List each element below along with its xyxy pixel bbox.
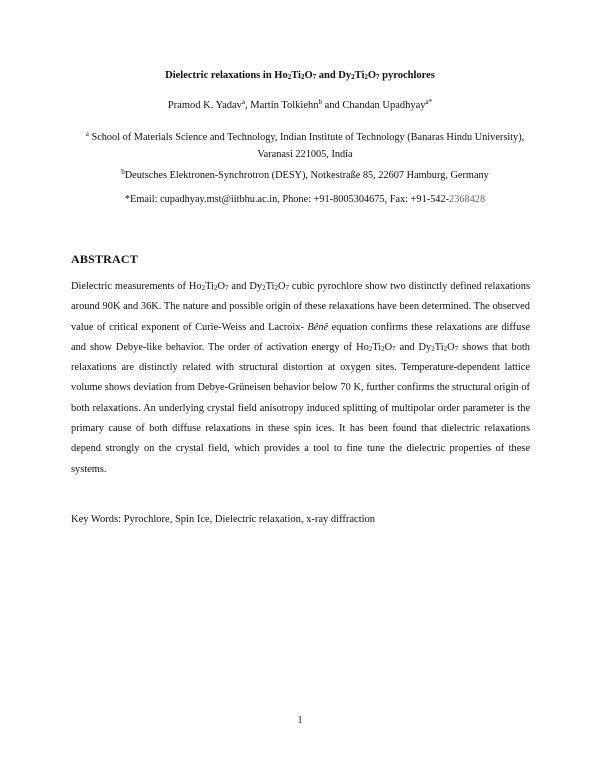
paper-title: Dielectric relaxations in $Ho_2Ti_2O_7$ and $Dy_2Ti_2O_7$ pyrochlores: [165, 70, 435, 81]
abstract-body: Dielectric measurements of $Ho_2Ti_2O_7$ and $Dy_2Ti_2O_7$ cubic pyrochlore show two distinctly defined relaxations around 90K and 36K. The nature and possible origin of these relaxations have been determined. The observed value of critical exponent of Curie-Weiss and Lacroix- Bênê equation confirms these relaxations are diffuse and show Debye-like behavior. The order of activation energy of $Ho_2Ti_2O_7$ and $Dy_2Ti_2O_7$ shows that both relaxations are distinctly related with structural distortion at oxygen sites. Temperature-dependent lattice volume shows deviation from Debye-Grüneisen behavior below 70 K, further confirms the structural origin of both relaxations. An underlying crystal field anisotropy induced splitting of multipolar order parameter is the primary cause of both diffuse relaxations in these spin ices. It has been found that dielectric relaxations depend strongly on the crystal field, which provides a tool to fine tune the dielectric properties of these systems.: [71, 281, 530, 475]
affiliation-b: $^b$Deutsches Elektronen-Synchrotron (DESY), Notkestraße 85, 22607 Hamburg, Germany: [121, 168, 489, 181]
page-number: 1: [297, 715, 303, 726]
author-list: Pramod K. Yadav$^a$, Martin Tolkiehn$^b$ and Chandan Upadhyay$^{a*}$: [167, 98, 433, 111]
author-affiliation-mark: b: [318, 98, 322, 106]
author-affiliation-mark: a: [241, 98, 246, 106]
author-affiliation-mark: a*: [425, 98, 433, 106]
keywords: Key Words: Pyrochlore, Spin Ice, Dielectric relaxation, x-ray diffraction: [71, 514, 376, 525]
abstract-heading: ABSTRACT: [71, 252, 138, 266]
author-name: Chandan Upadhyay: [342, 100, 426, 111]
author-name: Pramod K. Yadav: [167, 100, 242, 111]
corresponding-contact: *Email: cupadhyay.mst@iitbhu.ac.in, Phone: +91-8005304675, Fax: +91-542-2368428: [124, 194, 486, 205]
author-name: Martin Tolkiehn: [250, 100, 319, 111]
affiliation-a: $^a$ School of Materials Science and Technology, Indian Institute of Technology (Banaras Hindu University), Varanasi 221005, India: [85, 130, 525, 160]
